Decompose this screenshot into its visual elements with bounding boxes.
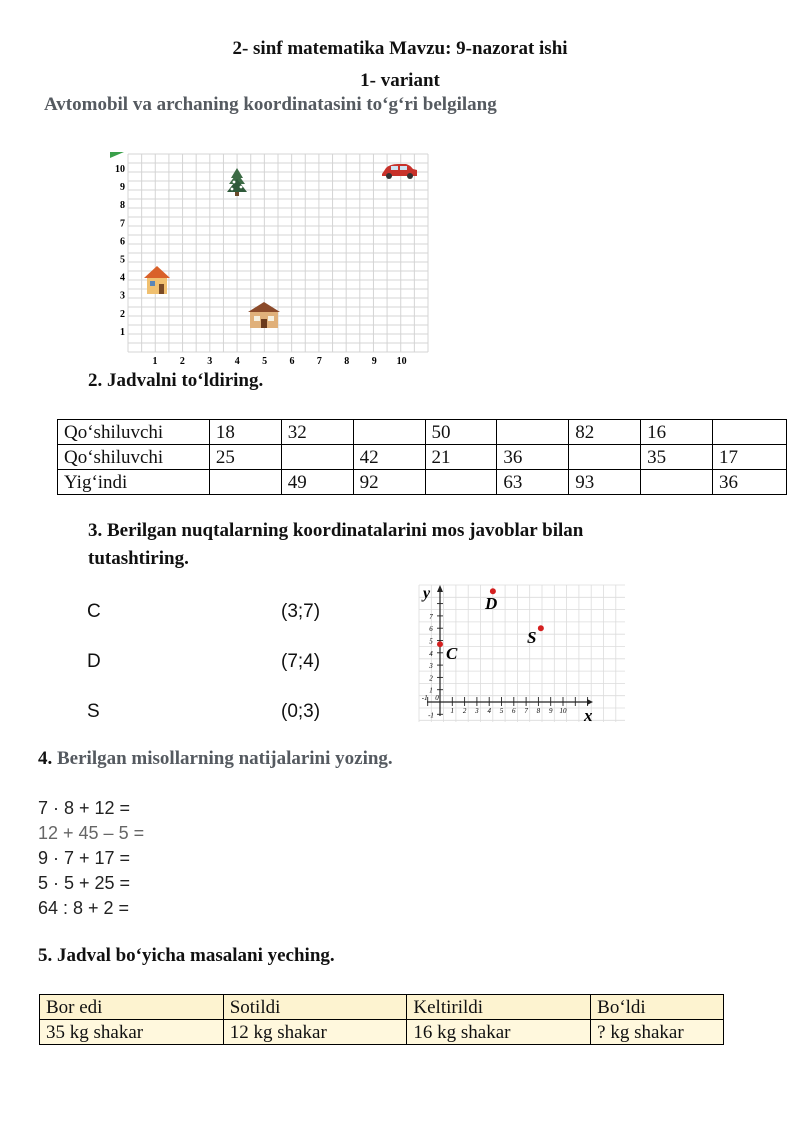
task1-y-labels <box>115 164 125 338</box>
table-cell: 21 <box>425 445 497 470</box>
y-axis-label: y <box>423 585 431 602</box>
task5-value-cell: 35 kg shakar <box>40 1020 224 1045</box>
exercise-1: 7 · 8 + 12 = <box>38 798 131 818</box>
y-tick-label: 4 <box>120 272 125 284</box>
y-tick-label: 7 <box>120 218 125 230</box>
y-tick-label: 10 <box>115 164 125 175</box>
table-cell: 36 <box>713 470 787 495</box>
task3-title-line2: tutashtiring. <box>88 548 189 569</box>
point-label-c: C <box>87 601 101 622</box>
x-tick-label: 3 <box>475 707 479 715</box>
y-axis-arrow-icon <box>437 585 443 592</box>
x-tick-label: 6 <box>512 707 516 715</box>
task2-title: 2. Jadvalni to‘ldiring. <box>88 370 264 391</box>
table-cell: 49 <box>281 470 353 495</box>
task5-header-row <box>40 995 724 1020</box>
exercise-4: 5 · 5 + 25 = <box>38 873 131 893</box>
table-row <box>58 420 787 445</box>
y-tick-label: 3 <box>429 662 433 671</box>
corner-marker-icon <box>110 152 124 158</box>
y-tick-label: 8 <box>120 200 125 212</box>
y-tick-label: 4 <box>429 649 433 658</box>
table-cell: 63 <box>497 470 569 495</box>
table-cell: 36 <box>497 445 569 470</box>
y-tick-label: 2 <box>120 308 125 320</box>
x-tick-label: 0 <box>435 694 439 702</box>
answer-option-2: (7;4) <box>281 651 321 672</box>
table-cell: 32 <box>281 420 353 445</box>
table-row <box>58 445 787 470</box>
task3-title-line1: 3. Berilgan nuqtalarning koordinatalarini mos javoblar bilan <box>88 520 584 541</box>
row-header-cell: Yig‘indi <box>58 470 210 495</box>
y-tick-label: -1 <box>428 711 434 720</box>
x-tick-label: 3 <box>207 356 213 367</box>
row-header-cell: Qo‘shiluvchi <box>58 445 210 470</box>
task1-coordinate-grid <box>106 148 436 370</box>
variant-label: 1- variant <box>360 70 440 91</box>
task5-title: 5. Jadval bo‘yicha masalani yeching. <box>38 945 335 966</box>
y-tick-label: 9 <box>120 182 125 194</box>
x-tick-label: -1 <box>421 694 428 702</box>
x-tick-label: 8 <box>344 356 350 367</box>
x-tick-label: 2 <box>462 707 467 715</box>
x-tick-label: 8 <box>536 707 541 715</box>
y-tick-label: 1 <box>429 686 433 695</box>
table-cell: 18 <box>209 420 281 445</box>
row-header-cell: Qo‘shiluvchi <box>58 420 210 445</box>
table-row <box>58 470 787 495</box>
task5-table <box>39 994 724 1045</box>
task2-table <box>57 419 787 495</box>
table-cell[interactable] <box>641 470 713 495</box>
answer-option-3: (0;3) <box>281 701 321 722</box>
y-tick-label: 6 <box>429 625 433 634</box>
task4-number: 4. <box>38 748 53 769</box>
point-s-label: S <box>527 628 537 647</box>
task5-header-cell: Sotildi <box>223 995 407 1020</box>
x-tick-label: 7 <box>524 707 528 715</box>
y-tick-label: 5 <box>120 254 125 266</box>
exercise-5: 64 : 8 + 2 = <box>38 898 130 918</box>
table-cell[interactable] <box>713 420 787 445</box>
page-title: 2- sinf matematika Mavzu: 9-nazorat ishi <box>232 38 568 59</box>
table-cell: 42 <box>353 445 425 470</box>
table-cell: 16 <box>641 420 713 445</box>
point-d-label: D <box>485 594 498 613</box>
x-tick-label: 10 <box>396 356 407 367</box>
x-tick-label: 2 <box>179 356 185 367</box>
table-cell[interactable] <box>569 445 641 470</box>
table-cell: 17 <box>713 445 787 470</box>
table-cell[interactable] <box>209 470 281 495</box>
table-cell[interactable] <box>353 420 425 445</box>
x-tick-label: 10 <box>559 707 567 715</box>
y-tick-label: 1 <box>120 326 125 338</box>
exercise-2: 12 + 45 – 5 = <box>38 823 145 843</box>
task1-title: Avtomobil va archaning koordinatasini to‘g‘ri belgilang <box>44 94 497 115</box>
task5-value-row <box>40 1020 724 1045</box>
y-tick-label: 2 <box>429 674 433 683</box>
x-tick-label: 4 <box>234 356 240 367</box>
x-tick-label: 5 <box>499 707 504 715</box>
point-c-marker <box>437 641 443 647</box>
point-s-marker <box>538 625 544 631</box>
x-tick-label: 9 <box>371 356 377 367</box>
task1-x-labels <box>153 356 407 367</box>
y-tick-label: 3 <box>120 290 125 302</box>
task5-header-cell: Keltirildi <box>407 995 591 1020</box>
x-tick-label: 1 <box>450 707 455 715</box>
table-cell: 25 <box>209 445 281 470</box>
x-axis-label: x <box>584 706 593 724</box>
task4-title <box>38 748 393 770</box>
answer-option-1: (3;7) <box>281 601 321 622</box>
x-tick-label: 4 <box>487 707 491 715</box>
task5-header-cell: Bor edi <box>40 995 224 1020</box>
x-tick-label: 9 <box>548 707 553 715</box>
table-cell: 92 <box>353 470 425 495</box>
x-tick-label: 5 <box>262 356 268 367</box>
table-cell: 82 <box>569 420 641 445</box>
task5-value-cell: ? kg shakar <box>591 1020 724 1045</box>
table-cell[interactable] <box>497 420 569 445</box>
house-icon <box>144 266 170 294</box>
point-label-d: D <box>87 651 101 672</box>
y-tick-label: 6 <box>120 236 125 248</box>
y-tick-label: 5 <box>429 637 433 646</box>
table-cell: 93 <box>569 470 641 495</box>
task4-title-text: Berilgan misollarning natijalarini yozing. <box>57 748 393 769</box>
task5-value-cell: 16 kg shakar <box>407 1020 591 1045</box>
y-tick-label: 7 <box>429 612 433 621</box>
table-cell[interactable] <box>425 470 497 495</box>
point-label-s: S <box>87 701 100 722</box>
exercise-3: 9 · 7 + 17 = <box>38 848 131 868</box>
house-icon <box>248 302 280 328</box>
x-tick-label: 6 <box>289 356 295 367</box>
table-cell: 50 <box>425 420 497 445</box>
x-tick-label: 7 <box>316 356 322 367</box>
point-c-label: C <box>446 644 458 663</box>
x-tick-label: 1 <box>152 356 158 367</box>
task5-header-cell: Bo‘ldi <box>591 995 724 1020</box>
task3-coordinate-graph <box>415 582 630 724</box>
table-cell[interactable] <box>281 445 353 470</box>
task5-value-cell: 12 kg shakar <box>223 1020 407 1045</box>
table-cell: 35 <box>641 445 713 470</box>
